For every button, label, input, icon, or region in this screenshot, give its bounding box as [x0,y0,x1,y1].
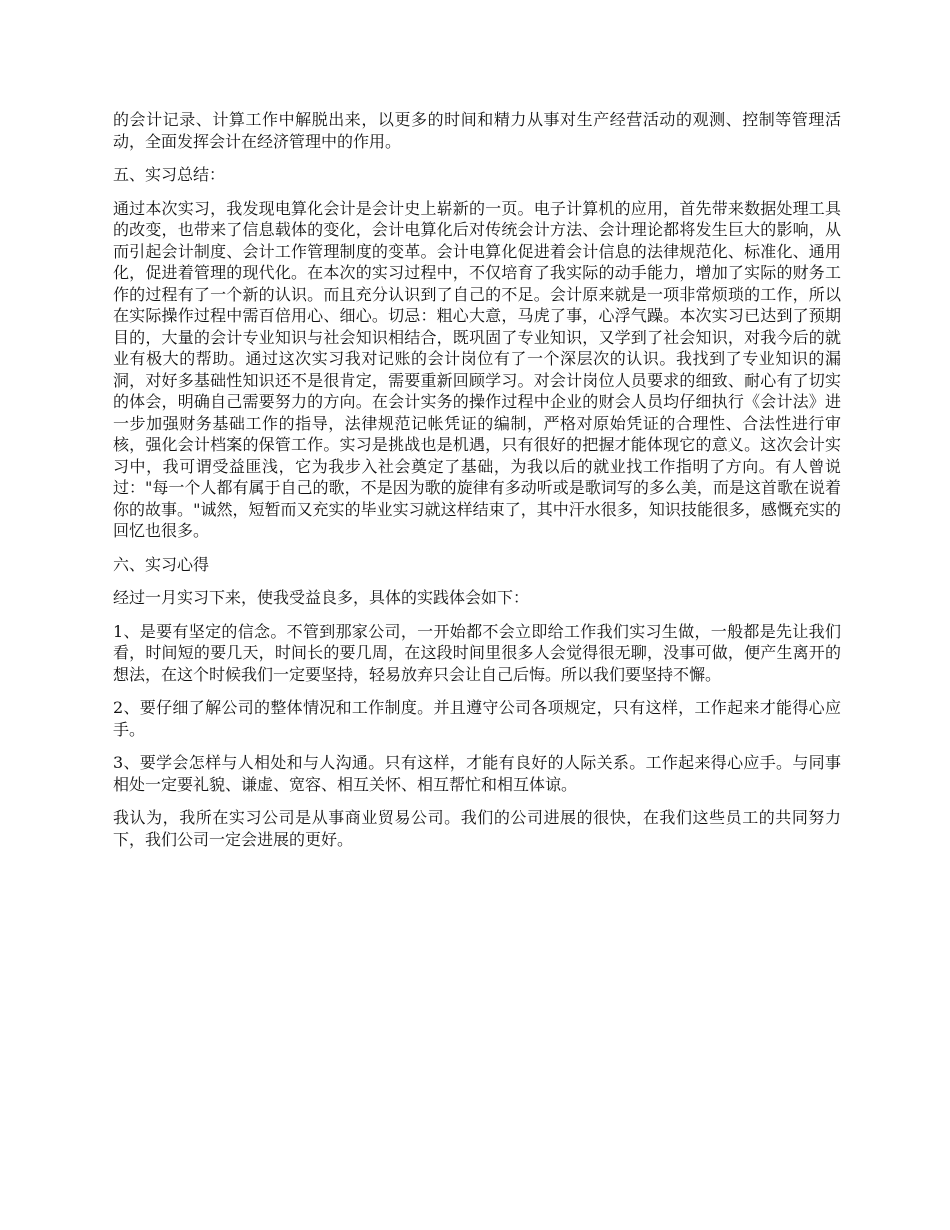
document-page [113,109,841,862]
paragraph-continuation: 的会计记录、计算工作中解脱出来，以更多的时间和精力从事对生产经营活动的观测、控制等管理活动，全面发挥会计在经济管理中的作用。 [113,110,841,151]
paragraph-intro: 经过一月实习下来，使我受益良多，具体的实践体会如下： [113,588,530,607]
paragraph-point-1: 1、是要有坚定的信念。不管到那家公司，一开始都不会立即给工作我们实习生做，一般都是先让我们看，时间短的要几天，时间长的要几周，在这段时间里很多人会觉得很无聊，没事可做，便产生离开的想法，在这个时候我们一定要坚持，轻易放弃只会让自己后悔。所以我们要坚持不懈。 [113,621,841,684]
paragraph-point-2: 2、要仔细了解公司的整体情况和工作制度。并且遵守公司各项规定，只有这样，工作起来才能得心应手。 [113,698,841,739]
section-heading-summary: 五、实习总结： [113,165,226,184]
paragraph-point-3: 3、要学会怎样与人相处和与人沟通。只有这样，才能有良好的人际关系。工作起来得心应手。与同事相处一定要礼貌、谦虚、宽容、相互关怀、相互帮忙和相互体谅。 [113,753,841,794]
paragraph-conclusion: 我认为，我所在实习公司是从事商业贸易公司。我们的公司进展的很快，在我们这些员工的共同努力下，我们公司一定会进展的更好。 [113,808,841,849]
section-heading-experience: 六、实习心得 [113,554,210,574]
paragraph-summary: 通过本次实习，我发现电算化会计是会计史上崭新的一页。电子计算机的应用，首先带来数据处理工具的改变，也带来了信息载体的变化，会计电算化后对传统会计方法、会计理论都将发生巨大的影响，从而引起会计制度、会计工作管理制度的变革。会计电算化促进着会计信息的法律规范化、标准化、通用化，促进着管理的现代化。在本次的实习过程中，不仅培育了我实际的动手能力，增加了实际的财务工作的过程有了一个新的认识。而且充分认识到了自己的不足。会计原来就是一项非常烦琐的工作，所以在实际操作过程中需百倍用心、细心。切忌：粗心大意，马虎了事，心浮气躁。本次实习已达到了预期目的，大量的会计专业知识与社会知识相结合，既巩固了专业知识，又学到了社会知识，对我今后的就业有极大的帮助。通过这次实习我对记账的会计岗位有了一个深层次的认识。我找到了专业知识的漏洞，对好多基础性知识还不是很肯定，需要重新回顾学习。对会计岗位人员要求的细致、耐心有了切实的体会，明确自己需要努力的方向。在会计实务的操作过程中企业的财会人员均仔细执行《会计法》进一步加强财务基础工作的指导，法律规范记帐凭证的编制，严格对原始凭证的合理性、合法性进行审核，强化会计档案的保管工作。实习是挑战也是机遇，只有很好的把握才能体现它的意义。这次会计实习中，我可谓受益匪浅，它为我步入社会奠定了基础，为我以后的就业找工作指明了方向。有人曾说过："每一个人都有属于自己的歌，不是因为歌的旋律有多动听或是歌词写的多么美，而是这首歌在说着你的故事。"诚然，短暂而又充实的毕业实习就这样结束了，其中汗水很多，知识技能很多，感慨充实的回忆也很多。 [113,198,841,540]
